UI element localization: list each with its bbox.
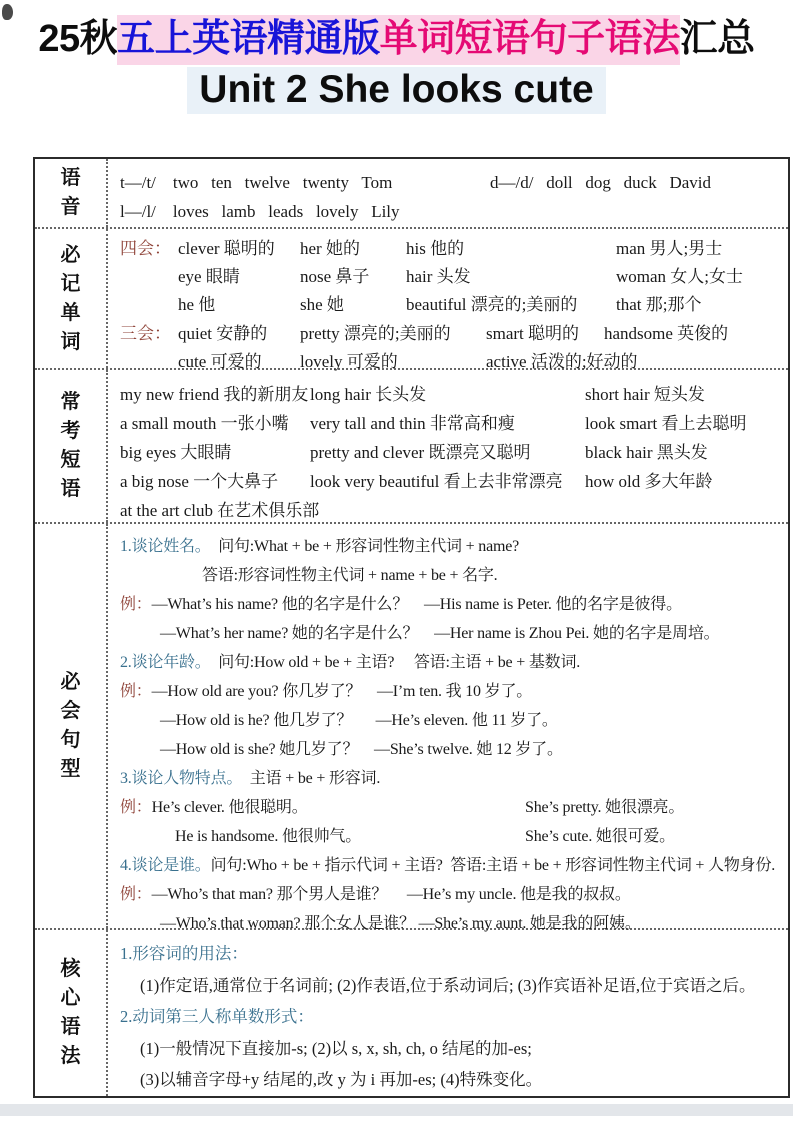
example-label: 例： [120,596,152,613]
unit-title-text: Unit 2 She looks cute [187,67,605,114]
group-label: 三会： [120,323,171,343]
entry-cell: a small mouth 一张小嘴 [120,414,289,433]
entry-cell: clever 聪明的 [178,239,275,258]
entry-cell: she 她 [300,295,344,315]
label-char: 必 [60,671,81,693]
entry-cell: a big nose 一个大鼻子 [120,472,279,491]
section-label [35,524,108,928]
section-content [108,159,788,227]
text-segment: —What’s his name? 他的名字是什么？ —His name is Peter. 他的名字是彼得。 [151,596,682,613]
label-char: 语 [60,1016,81,1038]
entry-cell: he 他 [178,295,216,315]
label-char: 语 [60,478,81,500]
scan-edge-strip [0,1104,793,1116]
text-line [120,909,782,938]
text-line [120,1001,782,1033]
entry-cell: short hair 短头发 [585,385,705,404]
entry-cell: beautiful 漂亮的;美丽的 [406,295,578,315]
entry-cell: t—/t/ two ten twelve twenty Tom [120,173,393,192]
text-segment: He’s clever. 他很聪明。 [151,799,308,816]
table-row [120,409,782,438]
label-char: 句 [60,729,81,751]
entry-cell: look very beautiful 看上去非常漂亮 [310,472,563,491]
text-line [120,938,782,970]
text-line [120,561,782,590]
section-hxyf [35,930,788,1096]
pattern-heading: 2.谈论年龄。 [120,654,211,671]
text-line [120,619,782,648]
text-segment: —Who’s that man? 那个男人是谁？ —He’s my uncle. 他是我的叔叔。 [151,886,631,903]
table-row [120,467,782,496]
text-line [120,764,782,793]
label-char: 单 [60,301,81,324]
entry-cell: active 活泼的;好动的 [486,351,638,371]
table-row [120,235,782,263]
text-line [120,1033,782,1065]
text-line [120,532,782,561]
table-row [120,496,782,525]
text-line [120,970,782,1002]
text-line [120,735,782,764]
pattern-heading: 2.动词第三人称单数形式： [120,1007,314,1026]
entry-cell: quiet 安静的 [178,323,268,343]
table-row [120,291,782,319]
entry-cell: woman 女人;女士 [616,267,744,287]
entry-cell: his 他的 [406,239,465,258]
entry-cell: that 那;那个 [616,295,702,315]
section-label-text [61,164,81,222]
section-label [35,930,108,1096]
entry-cell: lovely 可爱的 [300,351,398,371]
table-row [120,263,782,291]
text-segment: 问句:Who + be + 指示代词 + 主语? 答语:主语 + be + 形容词性物主代词 + 人物身份. [210,857,776,874]
pattern-heading: 4.谈论是谁。 [120,857,211,874]
section-content [108,524,788,932]
entry-cell: big eyes 大眼睛 [120,443,232,462]
entry-cell: black hair 黑头发 [585,443,708,462]
text-line [120,851,782,880]
section-label-text [61,955,81,1071]
text-segment: She’s pretty. 她很漂亮。 [525,799,685,816]
entry-cell: my new friend 我的新朋友 [120,385,309,404]
section-yy [35,159,788,229]
text-segment: (1)作定语,通常位于名词前; (2)作表语,位于系动词后; (3)作宾语补足语,位于宾语之后。 [140,975,756,995]
table-row [120,438,782,467]
text-line [120,880,782,909]
entry-cell: man 男人;男士 [616,239,723,258]
entry-cell: handsome 英俊的 [604,323,729,343]
example-label: 例： [120,683,152,700]
entry-cell: eye 眼睛 [178,267,240,287]
table-row [120,380,782,409]
entry-cell: cute 可爱的 [178,351,262,371]
section-content [108,229,788,371]
entry-cell: nose 鼻子 [300,267,370,287]
text-segment: (1)一般情况下直接加-s; (2)以 s, x, sh, ch, o 结尾的加-es; [140,1038,532,1058]
text-line [120,677,782,706]
text-segment: 问句:How old + be + 主语? 答语:主语 + be + 基数词. [210,654,581,671]
entry-cell: pretty 漂亮的;美丽的 [300,323,451,343]
label-char: 词 [60,330,81,353]
summary-table [33,157,790,1098]
text-segment: 问句:What + be + 形容词性物主代词 + name? [210,538,520,555]
group-label: 四会： [120,239,171,258]
text-line [120,1064,782,1096]
section-label-text [61,388,81,504]
title-suffix: 汇总 [679,18,755,60]
label-char: 音 [60,196,81,218]
entry-cell: how old 多大年龄 [585,472,713,491]
text-line [120,793,782,822]
entry-cell: long hair 长头发 [310,385,427,404]
label-char: 语 [60,167,81,189]
entry-cell: hair 头发 [406,267,471,287]
text-segment: —Who’s that woman? 那个女人是谁？ —She’s my aunt. 她是我的阿姨。 [160,915,641,932]
label-char: 记 [60,272,81,295]
example-label: 例： [120,799,152,816]
label-char: 型 [60,758,81,780]
entry-cell: smart 聪明的 [486,323,580,343]
entry-cell: her 她的 [300,239,360,258]
text-segment: 主语 + be + 形容词. [242,770,381,787]
text-line [120,706,782,735]
scan-artifact-smudge [2,4,13,20]
section-content [108,370,788,522]
text-segment: —How old is she? 她几岁了？ —She’s twelve. 她 12 岁了。 [160,741,563,758]
section-content [108,930,788,1096]
text-segment: —How old are you? 你几岁了？ —I’m ten. 我 10 岁了。 [151,683,533,700]
section-bjdc [35,229,788,370]
pattern-heading: 1.形容词的用法： [120,944,248,963]
example-label: 例： [120,886,152,903]
table-row [120,197,782,226]
label-char: 考 [60,420,81,442]
entry-cell: at the art club 在艺术俱乐部 [120,501,320,520]
text-segment: —How old is he? 他几岁了？ —He’s eleven. 他 11 岁了。 [160,712,558,729]
text-line [120,648,782,677]
text-segment: 答语:形容词性物主代词 + name + be + 名字. [202,567,498,584]
title-edition: 五上英语精通版 [117,15,380,65]
section-ckdy [35,370,788,524]
title-prefix: 25秋 [38,18,118,60]
section-label-text [61,668,81,784]
section-bhjx [35,524,788,930]
pattern-heading: 1.谈论姓名。 [120,538,211,555]
label-char: 核 [60,958,81,980]
text-segment: She’s cute. 她很可爱。 [525,828,675,845]
entry-cell: pretty and clever 既漂亮又聪明 [310,443,531,462]
text-line [120,822,782,851]
label-char: 会 [60,700,81,722]
label-char: 心 [60,987,81,1009]
section-label [35,229,108,368]
entry-cell: l—/l/ loves lamb leads lovely Lily [120,202,400,221]
unit-title [0,66,793,114]
section-label [35,159,108,227]
entry-cell: very tall and thin 非常高和瘦 [310,414,515,433]
table-row [120,320,782,348]
document-header [0,14,793,114]
label-char: 常 [60,391,81,413]
entry-cell: look smart 看上去聪明 [585,414,747,433]
text-segment: (3)以辅音字母+y 结尾的,改 y 为 i 再加-es; (4)特殊变化。 [140,1070,543,1089]
table-row [120,168,782,197]
title-topics: 单词短语句子语法 [380,15,680,65]
entry-cell: d—/d/ doll dog duck David [490,173,711,192]
label-char: 必 [60,243,81,266]
label-char: 法 [60,1045,81,1067]
text-segment: —What’s her name? 她的名字是什么？ —Her name is Zhou Pei. 她的名字是周培。 [160,625,720,642]
section-label-text [61,241,81,357]
section-label [35,370,108,522]
page-title [0,14,793,64]
label-char: 短 [60,449,81,471]
pattern-heading: 3.谈论人物特点。 [120,770,243,787]
text-line [120,590,782,619]
text-segment: He is handsome. 他很帅气。 [175,828,362,845]
